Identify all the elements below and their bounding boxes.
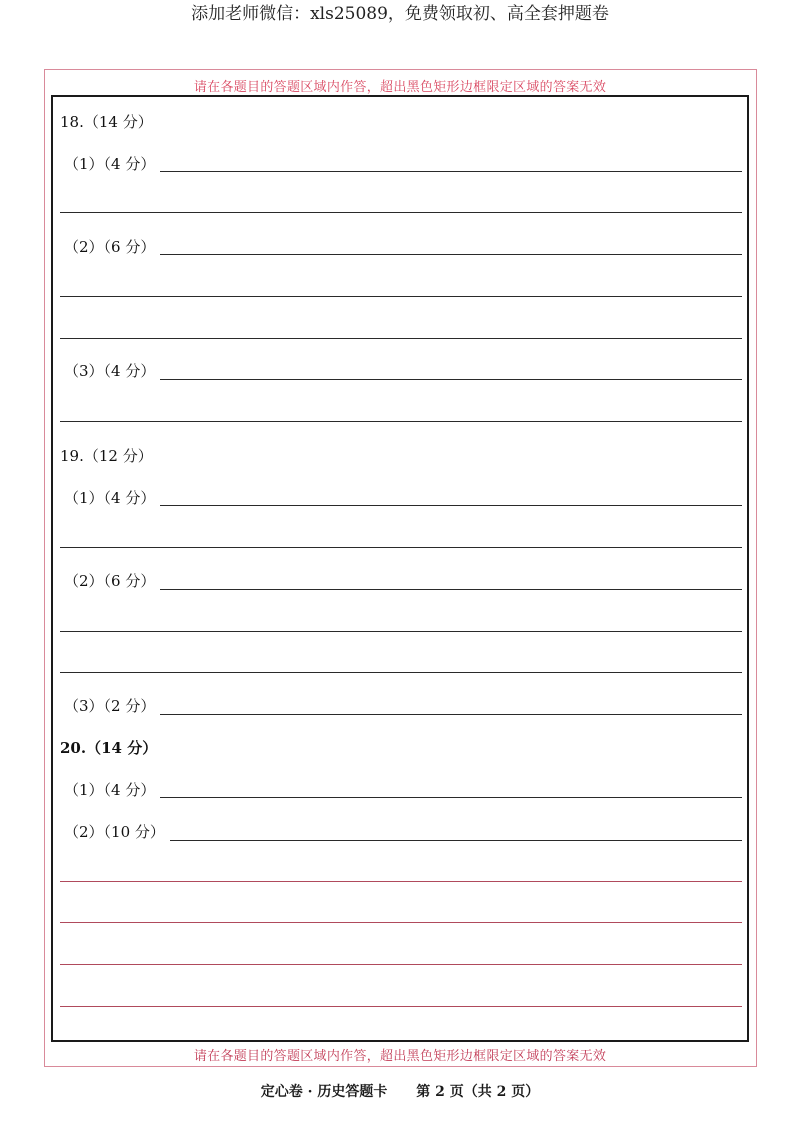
footer-brand: 定心卷 · 历史答题卡 [260,1084,388,1100]
top-banner: 添加老师微信：xls25089，免费领取初、高全套押题卷 [191,4,609,24]
q20-part2-line-1[interactable] [170,840,742,841]
q20-part2-line-3[interactable] [60,922,742,923]
q20-part2-line-5[interactable] [60,1006,742,1007]
footer-page-number: 第 2 页（共 2 页） [416,1084,540,1100]
q19-part2-line-3[interactable] [60,672,742,673]
q18-part2-label: （2）（6 分） [64,238,156,256]
page-footer [0,1081,800,1101]
question-18-title: 18.（14 分） [60,113,153,131]
q19-part2-line-2[interactable] [60,631,742,632]
q18-part3-label: （3）（4 分） [64,362,156,380]
q20-part1-label: （1）（4 分） [64,781,156,799]
q20-part2-line-4[interactable] [60,964,742,965]
q18-part3-line-2[interactable] [60,421,742,422]
q19-part3-line-1[interactable] [160,714,742,715]
q18-part1-line-2[interactable] [60,212,742,213]
notice-bottom: 请在各题目的答题区域内作答，超出黑色矩形边框限定区域的答案无效 [193,1049,607,1064]
q19-part1-line-1[interactable] [160,505,742,506]
q19-part3-label: （3）（2 分） [64,697,156,715]
q19-part1-label: （1）（4 分） [64,489,156,507]
q18-part1-line-1[interactable] [160,171,742,172]
q19-part2-line-1[interactable] [160,589,742,590]
q18-part2-line-2[interactable] [60,296,742,297]
question-20-title: 20.（14 分） [60,739,158,757]
q18-part2-line-3[interactable] [60,338,742,339]
q20-part2-label: （2）（10 分） [64,823,165,841]
q18-part2-line-1[interactable] [160,254,742,255]
q18-part3-line-1[interactable] [160,379,742,380]
question-19-title: 19.（12 分） [60,447,153,465]
q20-part1-line-1[interactable] [160,797,742,798]
answer-area-frame [51,95,749,1042]
q20-part2-line-2[interactable] [60,881,742,882]
q19-part2-label: （2）（6 分） [64,572,156,590]
notice-top: 请在各题目的答题区域内作答，超出黑色矩形边框限定区域的答案无效 [193,80,607,95]
q18-part1-label: （1）（4 分） [64,155,156,173]
q19-part1-line-2[interactable] [60,547,742,548]
